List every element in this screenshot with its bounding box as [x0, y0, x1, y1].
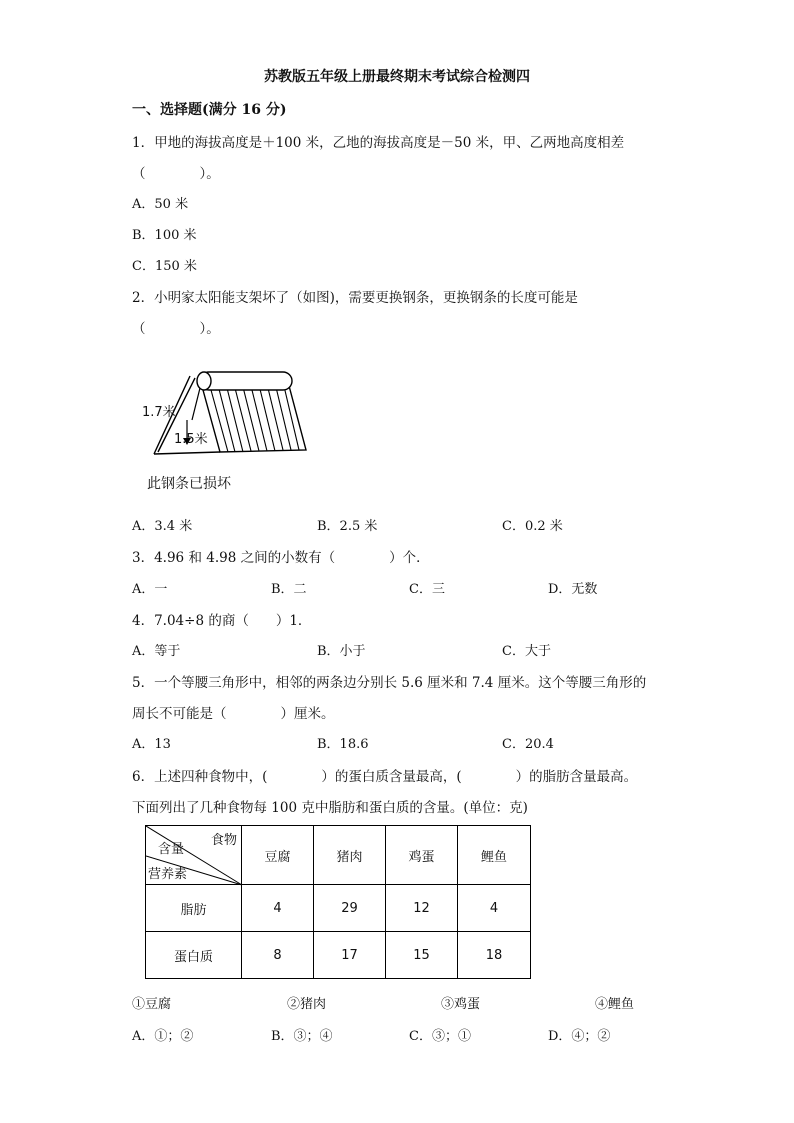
- q4-option-c[interactable]: C．大于: [502, 644, 551, 659]
- q3-stem: 3．4.96 和 4.98 之间的小数有（ ）个．: [132, 550, 430, 566]
- row-label-protein: 蛋白质: [146, 932, 242, 979]
- q2-option-b[interactable]: B．2.5 米: [317, 519, 378, 534]
- q6-option-b[interactable]: B．③；④: [271, 1029, 333, 1044]
- table-corner-cell: [146, 826, 242, 885]
- q4-option-b[interactable]: B．小于: [317, 644, 366, 659]
- q6-stem: 6．上述四种食物中，( ）的蛋白质含量最高，( ）的脂肪含量最高。: [132, 769, 638, 785]
- q1-option-b[interactable]: B．100 米: [132, 228, 197, 243]
- table-cell: 8: [242, 932, 314, 979]
- q6-option-d[interactable]: D．④；②: [548, 1029, 611, 1044]
- q2-option-c[interactable]: C．0.2 米: [502, 519, 563, 534]
- fig-label-1-5: 1.5米: [174, 432, 208, 447]
- table-cell: 15: [386, 932, 458, 979]
- q3-option-d[interactable]: D．无数: [548, 582, 598, 597]
- q6-intro: 下面列出了几种食物每 100 克中脂肪和蛋白质的含量。(单位：克): [132, 800, 528, 816]
- short-bar: [192, 388, 200, 420]
- corner-bottom-label: 营养素: [148, 867, 188, 882]
- q3-option-a[interactable]: A．一: [132, 582, 168, 597]
- q1-option-a[interactable]: A．50 米: [132, 197, 189, 212]
- q5-stem: 5．一个等腰三角形中，相邻的两条边分别长 5.6 厘米和 7.4 厘米。这个等腰三角形的: [132, 675, 647, 691]
- fig-caption: 此钢条已损坏: [147, 476, 231, 492]
- q6-choice-1: ①豆腐: [132, 997, 172, 1012]
- table-header-cell: 豆腐: [242, 826, 314, 885]
- row-label-fat: 脂肪: [146, 885, 242, 932]
- q2-blank: （ ）。: [132, 321, 220, 337]
- q3-option-b[interactable]: B．二: [271, 582, 307, 597]
- q6-choice-4: ④鲤鱼: [595, 997, 635, 1012]
- q6-option-a[interactable]: A．①；②: [132, 1029, 194, 1044]
- q1-option-c[interactable]: C．150 米: [132, 259, 197, 274]
- page-title: 苏教版五年级上册最终期末考试综合检测四: [264, 69, 530, 85]
- q6-choice-3: ③鸡蛋: [441, 997, 481, 1012]
- table-cell: 4: [458, 885, 531, 932]
- nutrition-table: [145, 825, 531, 979]
- table-row: [146, 932, 531, 979]
- q4-stem: 4．7.04÷8 的商（ ）1．: [132, 613, 312, 629]
- table-header-cell: 鲤鱼: [458, 826, 531, 885]
- table-cell: 18: [458, 932, 531, 979]
- fig-label-1-7: 1.7米: [142, 405, 176, 420]
- table-cell: 29: [314, 885, 386, 932]
- table-row: [146, 885, 531, 932]
- q1-blank: （ ）。: [132, 166, 220, 182]
- q5-stem-2: 周长不可能是（ ）厘米。: [132, 706, 335, 722]
- corner-top-label: 食物: [210, 833, 237, 848]
- table-header-cell: 鸡蛋: [386, 826, 458, 885]
- q3-option-c[interactable]: C．三: [409, 582, 445, 597]
- q2-stem: 2．小明家太阳能支架坏了（如图)，需要更换钢条，更换钢条的长度可能是: [132, 290, 578, 306]
- table-cell: 12: [386, 885, 458, 932]
- q5-option-b[interactable]: B．18.6: [317, 737, 369, 752]
- q1-stem: 1．甲地的海拔高度是＋100 米，乙地的海拔高度是－50 米，甲、乙两地高度相差: [132, 135, 625, 151]
- q4-option-a[interactable]: A．等于: [132, 644, 181, 659]
- water-tank: [200, 372, 292, 390]
- section-heading: 一、选择题(满分 16 分): [132, 102, 287, 118]
- q5-option-c[interactable]: C．20.4: [502, 737, 554, 752]
- q6-choice-2: ②猪肉: [287, 997, 327, 1012]
- table-header-row: [146, 826, 531, 885]
- table-cell: 17: [314, 932, 386, 979]
- table-header-cell: 猪肉: [314, 826, 386, 885]
- q6-option-c[interactable]: C．③；①: [409, 1029, 471, 1044]
- q5-option-a[interactable]: A．13: [132, 737, 171, 752]
- q2-option-a[interactable]: A．3.4 米: [132, 519, 193, 534]
- corner-mid-label: 含量: [158, 842, 185, 857]
- table-cell: 4: [242, 885, 314, 932]
